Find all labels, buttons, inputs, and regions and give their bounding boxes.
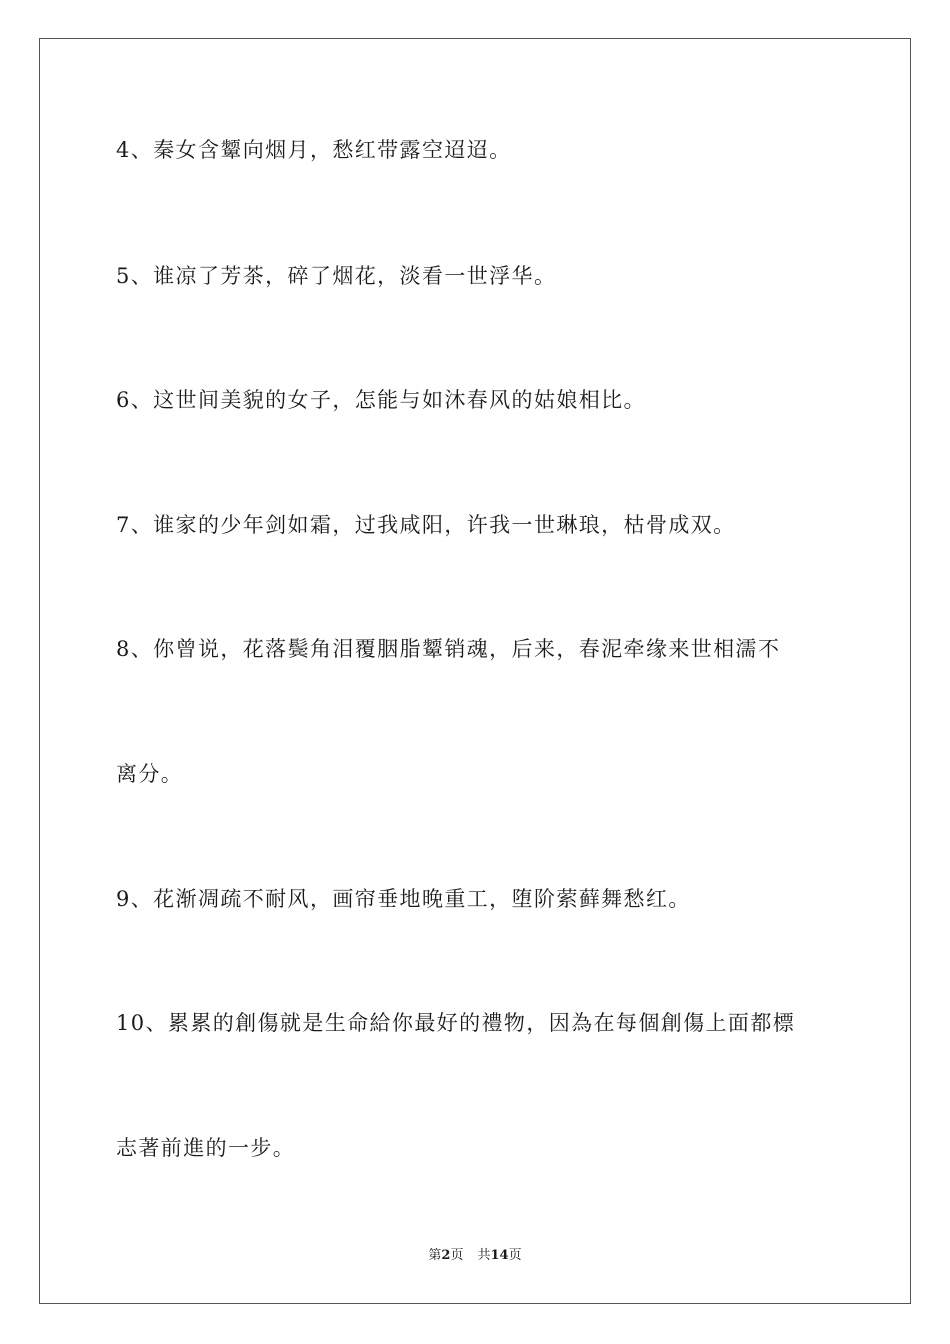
text-line: 10、累累的創傷就是生命給你最好的禮物，因為在每個創傷上面都標 [116,1011,796,1035]
text-line: 9、花渐凋疏不耐风，画帘垂地晚重工，堕阶萦藓舞愁红。 [116,887,691,911]
text-line: 志著前進的一步。 [116,1136,296,1160]
footer-page-suffix: 页 [450,1248,464,1263]
text-line: 6、这世间美貌的女子，怎能与如沐春风的姑娘相比。 [116,388,646,412]
text-line: 7、谁家的少年剑如霜，过我咸阳，许我一世琳琅，枯骨成双。 [116,513,736,537]
text-line: 4、秦女含颦向烟月，愁红带露空迢迢。 [116,138,512,162]
page-number: 2 [441,1248,451,1263]
footer-prefix: 第 [428,1248,442,1263]
page-footer [0,1247,950,1265]
page-border [39,38,911,1304]
total-pages: 14 [490,1248,509,1263]
footer-total-suffix: 页 [508,1248,522,1263]
footer-total-prefix: 共 [477,1248,491,1263]
text-line: 8、你曾说，花落鬓角泪覆胭脂颦销魂，后来，春泥牵缘来世相濡不 [116,637,781,661]
text-line: 离分。 [116,762,184,786]
text-line: 5、谁凉了芳茶，碎了烟花，淡看一世浮华。 [116,264,557,288]
